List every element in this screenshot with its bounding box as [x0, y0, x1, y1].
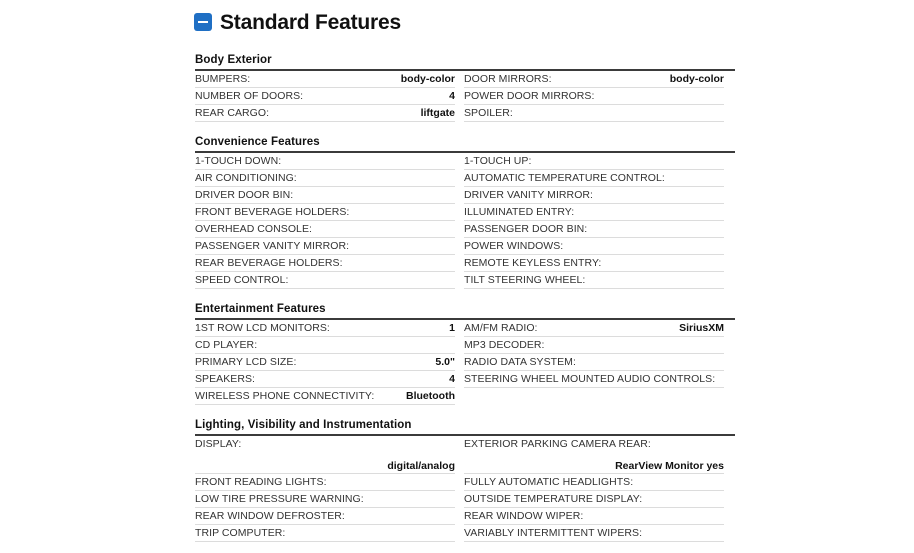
- feature-label: REAR WINDOW DEFROSTER:: [195, 510, 345, 522]
- feature-label: OVERHEAD CONSOLE:: [195, 223, 312, 235]
- feature-grid: [195, 436, 735, 542]
- page-title: Standard Features: [220, 10, 401, 34]
- feature-label: AIR CONDITIONING:: [195, 172, 297, 184]
- minus-square-icon[interactable]: [195, 14, 211, 30]
- feature-label: DOOR MIRRORS:: [464, 73, 552, 85]
- feature-label: REMOTE KEYLESS ENTRY:: [464, 257, 602, 269]
- feature-value: 5.0": [435, 356, 455, 368]
- feature-row: [195, 255, 455, 272]
- feature-label: AM/FM RADIO:: [464, 322, 538, 334]
- feature-label: TILT STEERING WHEEL:: [464, 274, 586, 286]
- feature-label: DISPLAY:: [195, 438, 242, 450]
- feature-row: [464, 187, 724, 204]
- sections-host: [195, 54, 735, 542]
- feature-label: FULLY AUTOMATIC HEADLIGHTS:: [464, 476, 634, 488]
- feature-label: SPOILER:: [464, 107, 513, 119]
- feature-column-left: [195, 153, 455, 289]
- feature-row: [195, 337, 455, 354]
- section-heading: Entertainment Features: [195, 303, 735, 320]
- feature-label: FRONT BEVERAGE HOLDERS:: [195, 206, 350, 218]
- feature-column-right: [464, 153, 724, 289]
- feature-label: RADIO DATA SYSTEM:: [464, 356, 576, 368]
- feature-label: VARIABLY INTERMITTENT WIPERS:: [464, 527, 643, 539]
- feature-label: DRIVER VANITY MIRROR:: [464, 189, 594, 201]
- feature-label: REAR CARGO:: [195, 107, 270, 119]
- feature-label: 1-TOUCH DOWN:: [195, 155, 282, 167]
- section-heading: Lighting, Visibility and Instrumentation: [195, 419, 735, 436]
- section-body-exterior: [195, 54, 735, 122]
- feature-row: [195, 388, 455, 405]
- feature-row: [195, 88, 455, 105]
- feature-label: PASSENGER VANITY MIRROR:: [195, 240, 350, 252]
- feature-label: STEERING WHEEL MOUNTED AUDIO CONTROLS:: [464, 373, 716, 385]
- feature-row: [195, 105, 455, 122]
- feature-label: 1-TOUCH UP:: [464, 155, 532, 167]
- feature-label: FRONT READING LIGHTS:: [195, 476, 327, 488]
- feature-row: [464, 491, 724, 508]
- feature-grid: [195, 153, 735, 289]
- feature-label: PASSENGER DOOR BIN:: [464, 223, 588, 235]
- feature-row: [195, 354, 455, 371]
- feature-row: [464, 337, 724, 354]
- feature-label: LOW TIRE PRESSURE WARNING:: [195, 493, 364, 505]
- feature-row: [464, 371, 724, 388]
- feature-label: ILLUMINATED ENTRY:: [464, 206, 575, 218]
- feature-value: 1: [449, 322, 455, 334]
- feature-row: [464, 221, 724, 238]
- feature-label: REAR BEVERAGE HOLDERS:: [195, 257, 343, 269]
- feature-label: PRIMARY LCD SIZE:: [195, 356, 297, 368]
- feature-row: [464, 388, 724, 405]
- section-lighting-visibility-instrumentation: [195, 419, 735, 542]
- feature-label: POWER DOOR MIRRORS:: [464, 90, 595, 102]
- feature-value: RearView Monitor yes: [615, 460, 724, 472]
- feature-row: [464, 204, 724, 221]
- feature-row: [464, 238, 724, 255]
- feature-row: [195, 170, 455, 187]
- feature-row: [464, 320, 724, 337]
- feature-label: TRIP COMPUTER:: [195, 527, 286, 539]
- feature-row: [195, 474, 455, 491]
- feature-row: [195, 491, 455, 508]
- feature-column-left: [195, 71, 455, 122]
- feature-row: [464, 170, 724, 187]
- feature-row: [464, 508, 724, 525]
- feature-value: SiriusXM: [679, 322, 724, 334]
- feature-row: [195, 371, 455, 388]
- feature-row: [464, 436, 724, 474]
- page-title-row: [195, 0, 735, 40]
- section-convenience-features: [195, 136, 735, 289]
- feature-value: body-color: [669, 73, 724, 85]
- feature-value: body-color: [400, 73, 455, 85]
- feature-label: SPEED CONTROL:: [195, 274, 289, 286]
- feature-label: EXTERIOR PARKING CAMERA REAR:: [464, 438, 651, 450]
- feature-label: OUTSIDE TEMPERATURE DISPLAY:: [464, 493, 643, 505]
- feature-label: BUMPERS:: [195, 73, 251, 85]
- feature-label: POWER WINDOWS:: [464, 240, 564, 252]
- feature-row: [464, 88, 724, 105]
- feature-label: DRIVER DOOR BIN:: [195, 189, 294, 201]
- feature-value: 4: [449, 90, 455, 102]
- feature-row: [195, 71, 455, 88]
- feature-row: [195, 525, 455, 542]
- feature-row: [195, 508, 455, 525]
- feature-column-right: [464, 320, 724, 405]
- feature-value: Bluetooth: [406, 390, 455, 402]
- feature-row: [464, 272, 724, 289]
- section-heading: Convenience Features: [195, 136, 735, 153]
- feature-row: [195, 272, 455, 289]
- feature-column-left: [195, 320, 455, 405]
- feature-row: [195, 153, 455, 170]
- feature-value: liftgate: [420, 107, 455, 119]
- feature-row: [195, 221, 455, 238]
- feature-row: [195, 238, 455, 255]
- feature-row: [464, 153, 724, 170]
- feature-grid: [195, 71, 735, 122]
- feature-row: [195, 436, 455, 474]
- feature-row: [464, 354, 724, 371]
- feature-label: CD PLAYER:: [195, 339, 258, 351]
- feature-row: [464, 105, 724, 122]
- feature-row: [195, 187, 455, 204]
- feature-row: [464, 525, 724, 542]
- feature-label: NUMBER OF DOORS:: [195, 90, 304, 102]
- feature-row: [464, 71, 724, 88]
- content-container: [195, 0, 735, 542]
- feature-value: 4: [449, 373, 455, 385]
- feature-label: REAR WINDOW WIPER:: [464, 510, 584, 522]
- feature-column-right: [464, 436, 724, 542]
- feature-column-left: [195, 436, 455, 542]
- feature-label: SPEAKERS:: [195, 373, 255, 385]
- feature-row: [195, 204, 455, 221]
- section-entertainment-features: [195, 303, 735, 405]
- feature-row: [464, 474, 724, 491]
- feature-grid: [195, 320, 735, 405]
- feature-value: digital/analog: [387, 460, 455, 472]
- feature-row: [195, 320, 455, 337]
- feature-row: [464, 255, 724, 272]
- feature-label: 1ST ROW LCD MONITORS:: [195, 322, 330, 334]
- feature-label: WIRELESS PHONE CONNECTIVITY:: [195, 390, 375, 402]
- feature-label: MP3 DECODER:: [464, 339, 545, 351]
- feature-column-right: [464, 71, 724, 122]
- section-heading: Body Exterior: [195, 54, 735, 71]
- feature-label: AUTOMATIC TEMPERATURE CONTROL:: [464, 172, 665, 184]
